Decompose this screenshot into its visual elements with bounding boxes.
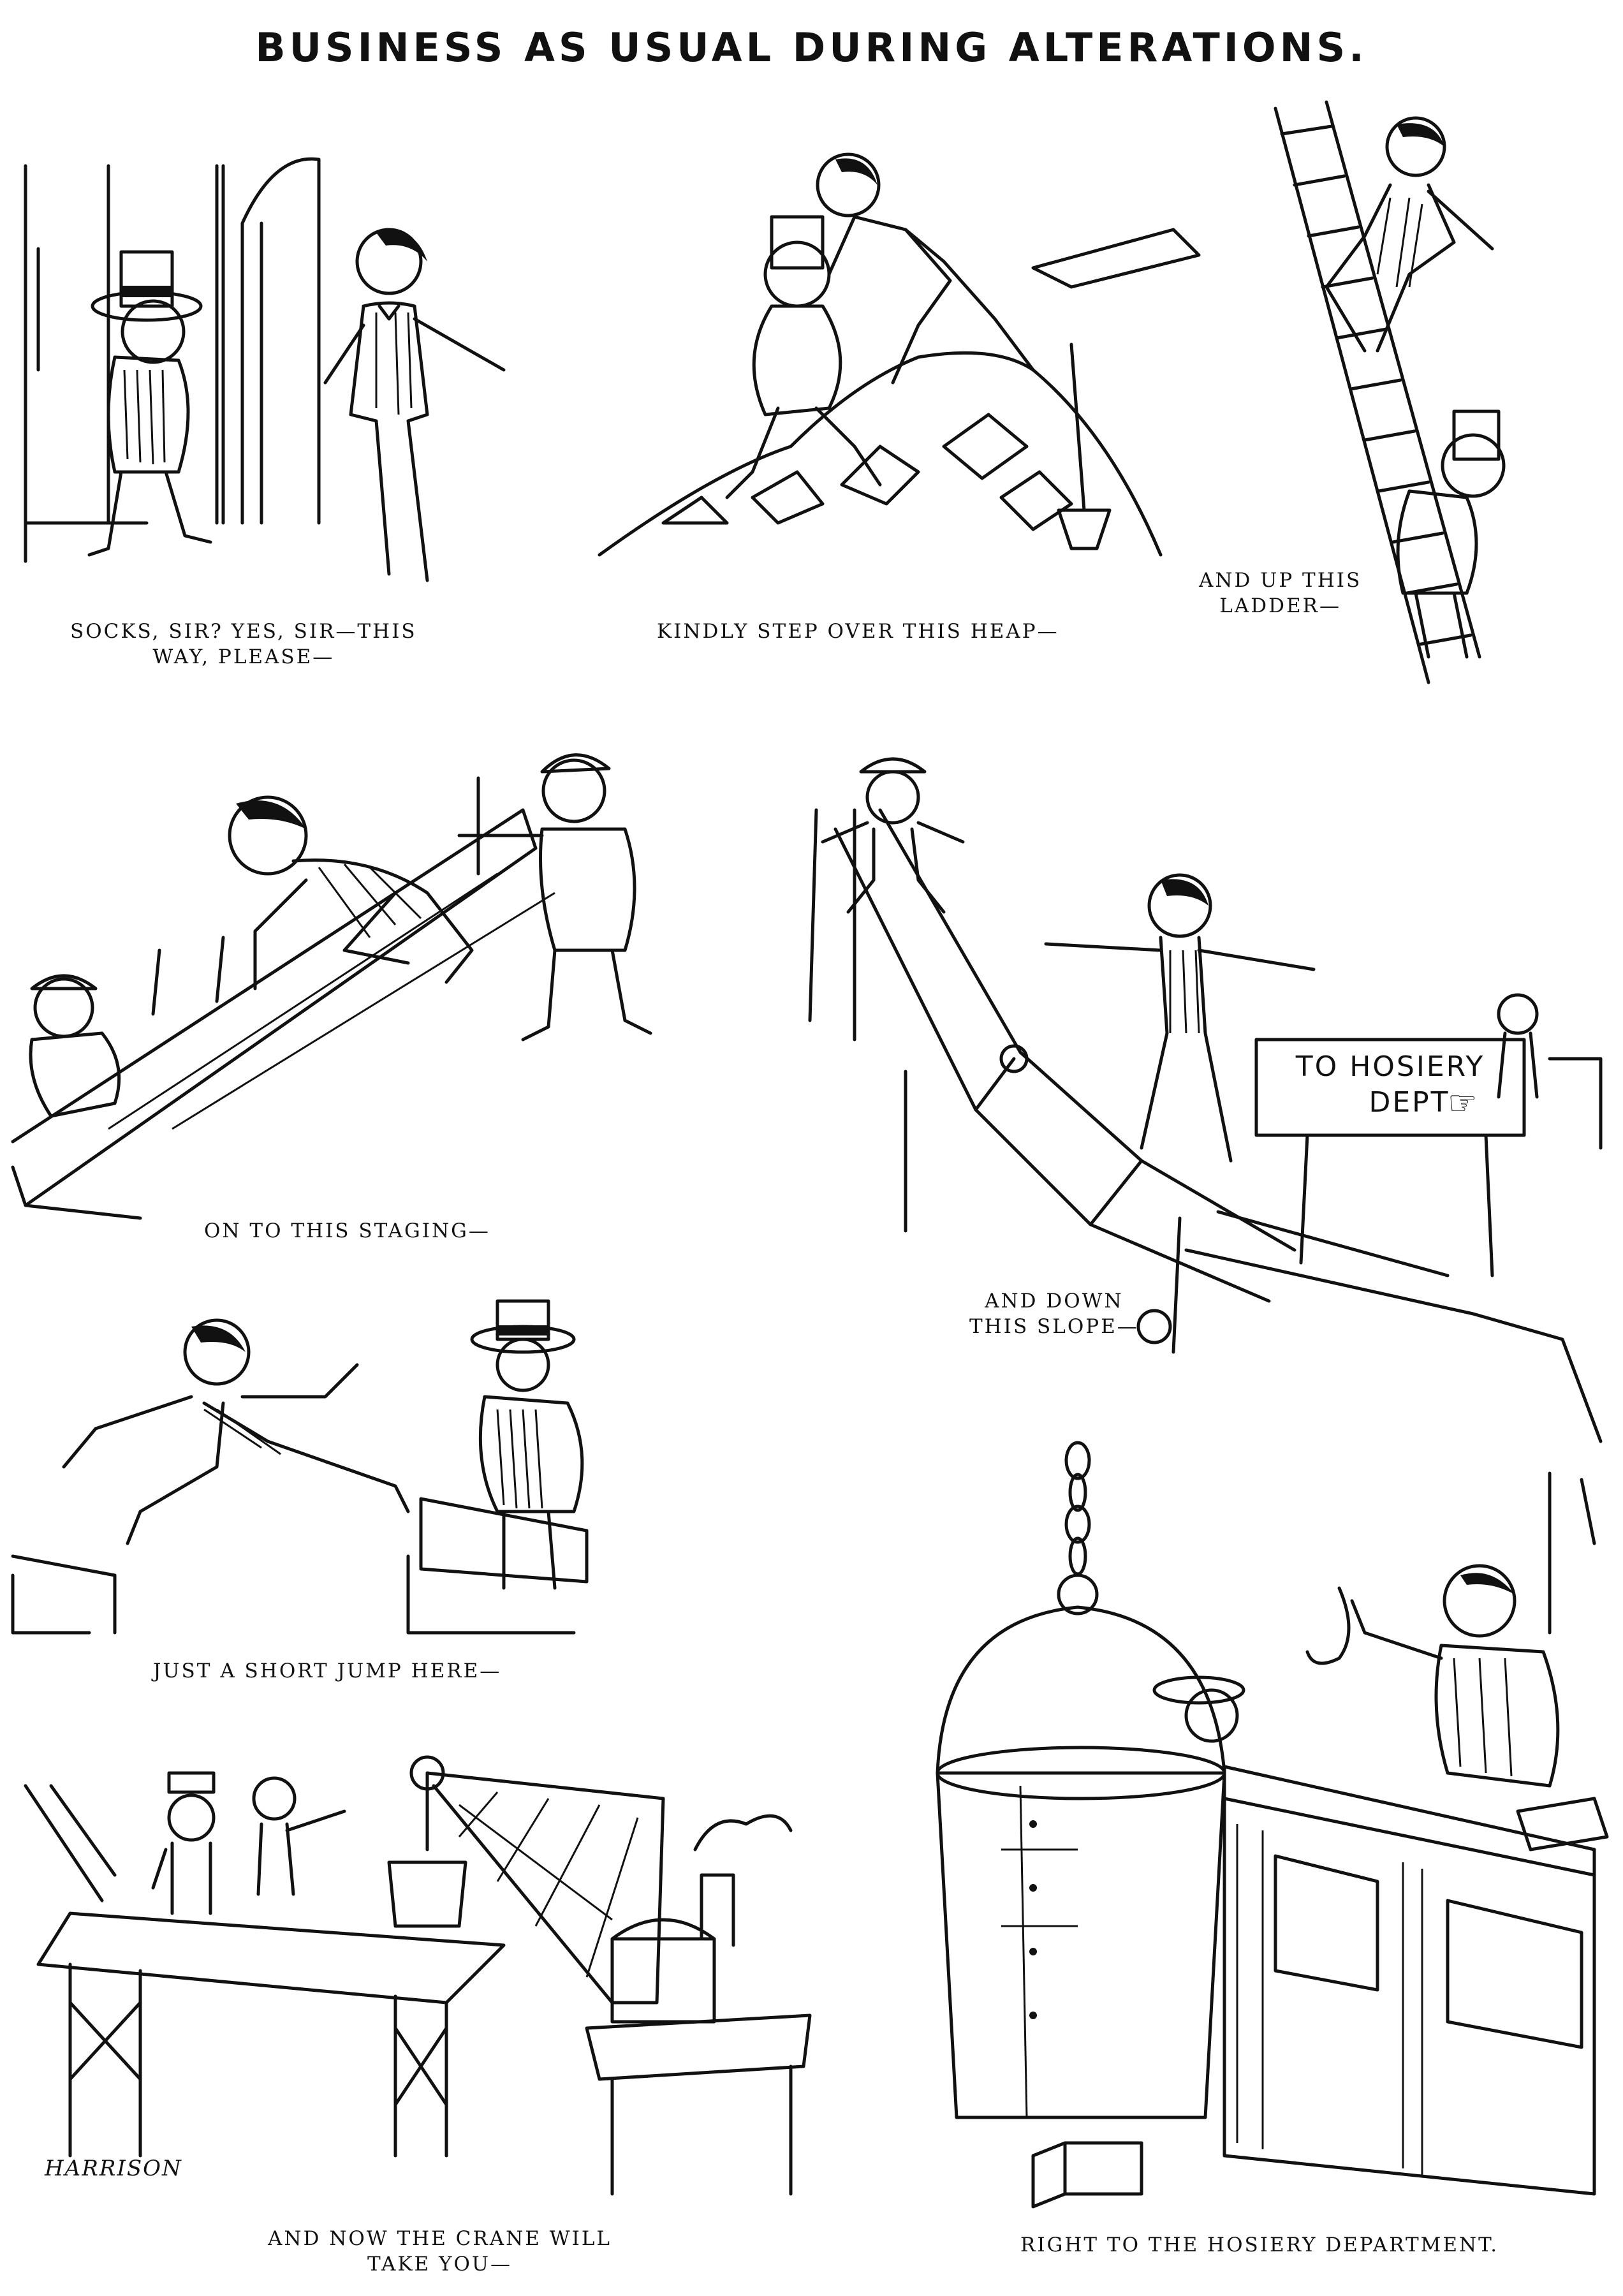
panel-shop-door bbox=[19, 115, 542, 668]
hosiery-department-illustration bbox=[918, 1441, 1613, 2283]
panel-hosiery-department bbox=[918, 1441, 1613, 2283]
panel-crane bbox=[13, 1735, 842, 2283]
caption-panel-4: ON TO THIS STAGING— bbox=[204, 1219, 490, 1242]
caption-panel-2: KINDLY STEP OVER THIS HEAP— bbox=[657, 620, 1059, 643]
caption-panel-6: JUST A SHORT JUMP HERE— bbox=[153, 1659, 502, 1682]
pointing-hand-icon: ☞ bbox=[1448, 1084, 1478, 1122]
artist-signature: HARRISON bbox=[45, 2156, 182, 2181]
shop-door-illustration bbox=[19, 115, 542, 600]
panel-ladder bbox=[1199, 83, 1607, 695]
panel-short-jump bbox=[13, 1301, 650, 1722]
hosiery-sign-text: TO HOSIERY DEPT bbox=[1295, 1050, 1485, 1119]
panel-slope bbox=[784, 702, 1613, 1531]
rubble-heap-illustration bbox=[587, 115, 1186, 600]
caption-panel-5: AND DOWN THIS SLOPE— bbox=[969, 1290, 1139, 1338]
panel-staging bbox=[13, 682, 714, 1256]
caption-panel-3: AND UP THIS LADDER— bbox=[1199, 569, 1362, 617]
caption-panel-7: AND NOW THE CRANE WILL TAKE YOU— bbox=[268, 2227, 612, 2276]
caption-panel-1: SOCKS, SIR? YES, SIR—THIS WAY, PLEASE— bbox=[70, 620, 417, 668]
panel-rubble-heap bbox=[587, 115, 1186, 643]
crane-illustration bbox=[13, 1735, 842, 2283]
caption-panel-8: RIGHT TO THE HOSIERY DEPARTMENT. bbox=[1020, 2233, 1499, 2256]
staging-illustration bbox=[13, 682, 714, 1256]
page-title: BUSINESS AS USUAL DURING ALTERATIONS. bbox=[255, 24, 1368, 71]
